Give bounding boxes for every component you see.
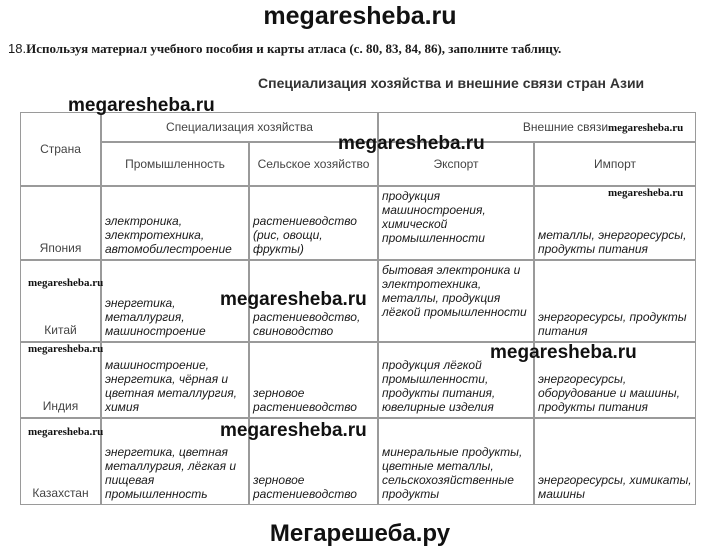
watermark-overlay: megaresheba.ru [608,122,684,134]
header-external: Внешние связи [378,112,696,142]
task-text: Используя материал учебного пособия и карты атласа (с. 80, 83, 84, 86), заполните таблицу. [26,41,562,56]
table-cell-export: продукция машиностроения, химической промышленности [378,186,534,260]
watermark-overlay: megaresheba.ru [220,420,367,441]
task-number: 18. [8,41,27,56]
header-agriculture: Сельское хозяйство [249,142,378,186]
watermark-overlay: megaresheba.ru [490,342,637,363]
table-title: Специализация хозяйства и внешние связи стран Азии [258,75,645,91]
table-cell-industry: энергетика, цветная металлургия, лёгкая и пищевая промышленность [101,418,249,505]
table-row-country: Япония [20,186,101,260]
table-row-country: Китай [20,260,101,342]
table-cell-industry: энергетика, металлургия, машиностроение [101,260,249,342]
watermark-top: megaresheba.ru [263,2,457,30]
table-cell-export: продукция лёгкой промышленности, продукты питания, ювелирные изделия [378,342,534,418]
table-cell-industry: электроника, электротехника, автомобилестроение [101,186,249,260]
table-cell-agriculture: зерновое растениеводство [249,418,378,505]
table-cell-export: минеральные продукты, цветные металлы, сельскохозяйственные продукты [378,418,534,505]
watermark-overlay: megaresheba.ru [68,95,215,116]
table-cell-import: металлы, энергоресурсы, продукты питания [534,186,696,260]
watermark-overlay: megaresheba.ru [338,133,485,154]
table-cell-export: бытовая электроника и электротехника, металлы, продукция лёгкой промышленности [378,260,534,342]
watermark-overlay: megaresheba.ru [220,289,367,310]
header-export: Экспорт [378,142,534,186]
watermark-bottom: Мегарешеба.ру [269,520,451,547]
watermark-overlay: megaresheba.ru [608,187,684,199]
table-cell-agriculture: зерновое растениеводство [249,342,378,418]
table-cell-agriculture: растениеводство, свиноводство [249,260,378,342]
watermark-overlay: megaresheba.ru [28,426,104,438]
table-cell-import: энергоресурсы, продукты питания [534,260,696,342]
header-industry: Промышленность [101,142,249,186]
watermark-overlay: megaresheba.ru [28,343,104,355]
table-cell-import: энергоресурсы, оборудование и машины, продукты питания [534,342,696,418]
table-cell-agriculture: растениеводство (рис, овощи, фрукты) [249,186,378,260]
header-country: Страна [20,112,101,186]
table-cell-industry: машиностроение, энергетика, чёрная и цветная металлургия, химия [101,342,249,418]
table-row-country: Казахстан [20,418,101,505]
table-row-country: Индия [20,342,101,418]
header-import: Импорт [534,142,696,186]
task-statement [8,41,561,57]
table-cell-import: энергоресурсы, химикаты, машины [534,418,696,505]
watermark-overlay: megaresheba.ru [28,277,104,289]
header-specialization: Специализация хозяйства [101,112,378,142]
